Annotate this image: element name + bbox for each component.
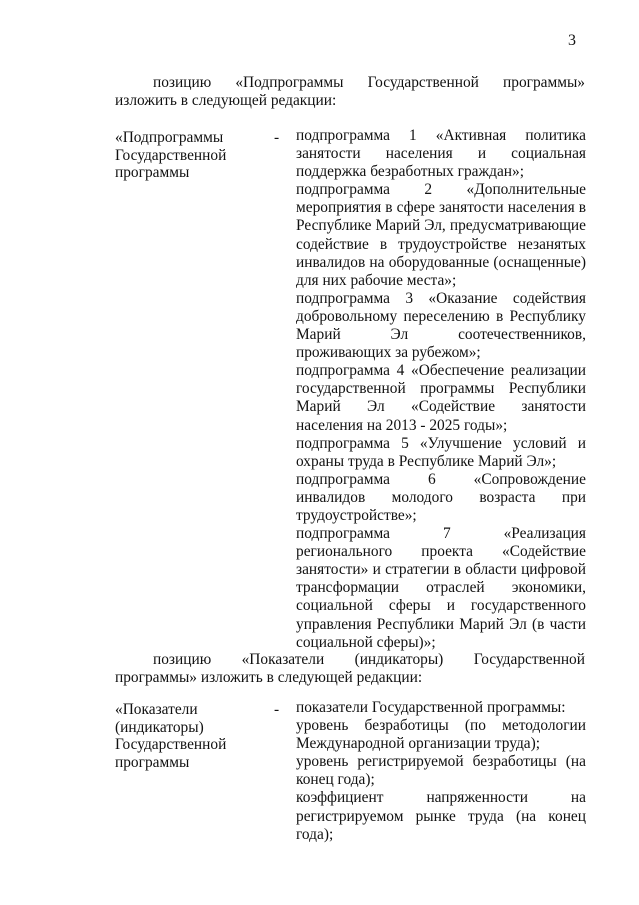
section1-subprogram-list bbox=[296, 127, 586, 652]
section2-dash: - bbox=[274, 701, 280, 718]
section1-dash: - bbox=[274, 129, 280, 146]
subprogram-item-4: подпрограмма 4 «Обеспечение реализации государственной программы Республики Марий Эл «Содействие занятости населения на 2013 - 2025 годы»; bbox=[296, 362, 586, 434]
subprogram-item-1: подпрограмма 1 «Активная политика занятости населения и социальная поддержка безработных граждан»; bbox=[296, 127, 586, 181]
section2-intro-paragraph: позицию «Показатели (индикаторы) Государственной программы» изложить в следующей редакции: bbox=[115, 651, 585, 686]
indicator-item-1: показатели Государственной программы: bbox=[296, 699, 566, 716]
page-number: 3 bbox=[568, 32, 576, 49]
subprogram-item-6: подпрограмма 6 «Сопровождение инвалидов молодого возраста при трудоустройстве»; bbox=[296, 470, 586, 524]
indicator-item-3: уровень регистрируемой безработицы (на конец года); bbox=[296, 753, 586, 789]
section1-position-label: «Подпрограммы Государственной программы bbox=[115, 129, 227, 181]
section1-intro-paragraph: позицию «Подпрограммы Государственной программы» изложить в следующей редакции: bbox=[115, 74, 585, 109]
indicator-item-4: коэффициент напряженности на регистрируемом рынке труда (на конец года); bbox=[296, 789, 586, 843]
section2-position-label: «Показатели (индикаторы) Государственной программы bbox=[115, 701, 227, 771]
section2-indicator-list bbox=[296, 699, 586, 844]
subprogram-item-5: подпрограмма 5 «Улучшение условий и охраны труда в Республике Марий Эл»; bbox=[296, 434, 586, 470]
indicator-item-2: уровень безработицы (по методологии Международной организации труда); bbox=[296, 717, 586, 753]
subprogram-item-2: подпрограмма 2 «Дополнительные мероприятия в сфере занятости населения в Республике Марий Эл, предусматривающие содействие в трудоустройстве незанятых инвалидов на оборудованные (оснащенные) для них рабочие места»; bbox=[296, 181, 586, 289]
subprogram-item-3: подпрограмма 3 «Оказание содействия добровольному переселению в Республику Марий Эл соотечественников, проживающих за рубежом»; bbox=[296, 289, 586, 362]
subprogram-item-7: подпрограмма 7 «Реализация регионального проекта «Содействие занятости» и стратегии в области цифровой трансформации отраслей экономики, социальной сферы и государственного управления Республики Марий Эл (в части социальной сферы)»; bbox=[296, 525, 586, 651]
